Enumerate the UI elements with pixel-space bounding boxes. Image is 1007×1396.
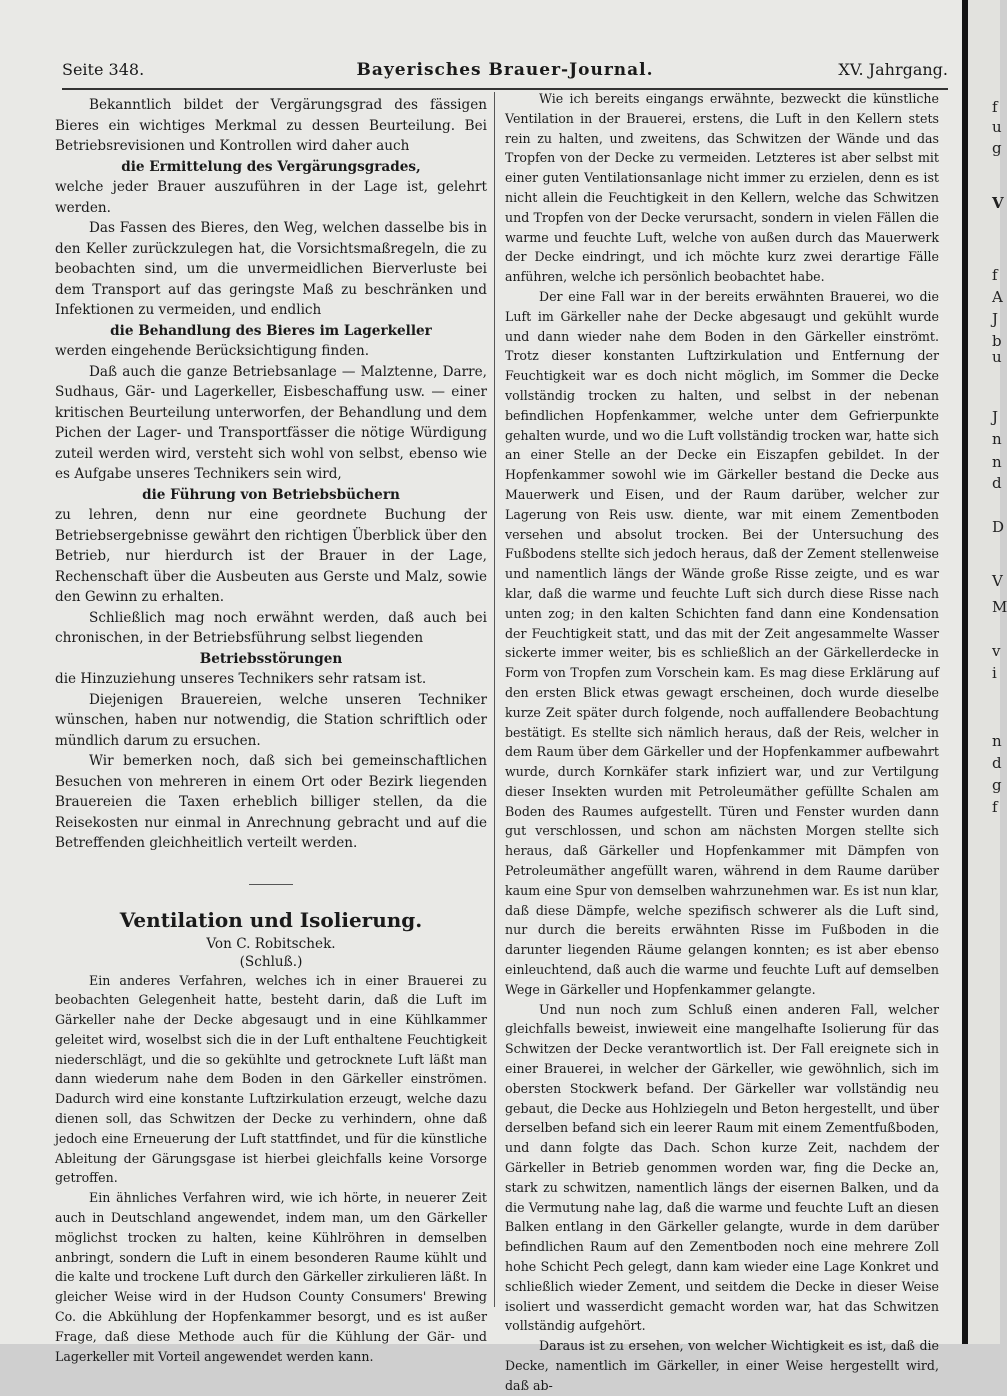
subheading: die Ermittelung des Vergärungsgrades, xyxy=(121,158,421,175)
subheading: die Behandlung des Bieres im Lagerkeller xyxy=(110,322,432,339)
page-header xyxy=(62,60,948,84)
next-page-fragment: n xyxy=(992,430,1002,448)
next-page-fragment: i xyxy=(992,664,997,682)
paragraph: Diejenigen Brauereien, welche unseren Techniker wünschen, haben nur notwendig, die Station schriftlich oder mündlich darum zu ersuchen. xyxy=(55,691,487,749)
next-page-fragment: b xyxy=(992,332,1002,350)
journal-title: Bayerisches Brauer-Journal. xyxy=(356,60,654,80)
next-page-fragment: D xyxy=(992,518,1005,536)
paragraph: Bekanntlich bildet der Vergärungsgrad des fässigen Bieres ein wichtiges Merkmal zu dessen Beurteilung. Bei Betriebsrevisionen und Kontrollen wird daher auch xyxy=(55,97,487,154)
paragraph: Wie ich bereits eingangs erwähnte, bezweckt die künstliche Ventilation in der Brauerei, erstens, die Luft in den Kellern stets rein zu halten, und zweitens, das Schwitzen der Wände und das Tropfen von der Decke zu vermeiden. Letzteres ist aber selbst mit einer guten Ventilationsanlage nicht immer zu erzielen, denn es ist nicht allein die Feuchtigkeit in den Kellern, welche das Schwitzen und Tropfen von der Decke verursacht, sondern in vielen Fällen die warme und feuchte Luft, welche von außen durch das Mauerwerk der Decke eindringt, und ich möchte kurz zwei derartige Fälle anführen, welche ich persönlich beobachtet habe. xyxy=(505,91,939,285)
subheading: Betriebsstörungen xyxy=(199,650,343,667)
page-number: Seite 348. xyxy=(62,60,145,79)
article-author: Von C. Robitschek. xyxy=(206,935,336,952)
next-page-fragment: n xyxy=(992,453,1002,471)
next-page-fragment: g xyxy=(992,776,1002,794)
next-page-fragment: V xyxy=(992,572,1003,590)
next-page-fragment: g xyxy=(992,139,1002,157)
article-title: Ventilation und Isolierung. xyxy=(119,907,423,932)
article-paragraph: Ein ähnliches Verfahren wird, wie ich hörte, in neuerer Zeit auch in Deutschland angewendet, indem man, um den Gärkeller möglichst trocken zu halten, keine Kühlröhren in demselben anbringt, sondern die Luft in einem besonderen Raume kühlt und die kalte und trockene Luft durch den Gärkeller zirkulieren läßt. In gleicher Weise wird in der Hudson County Consumers' Brewing Co. die Abkühlung der Hopfenkammer besorgt, und es ist außer Frage, daß diese Methode auch für die Kühlung der Gär- und Lagerkeller mit Vorteil angewendet werden kann. xyxy=(55,1190,487,1364)
paragraph: welche jeder Brauer auszuführen in der Lage ist, gelehrt werden. xyxy=(55,179,487,216)
volume-label: XV. Jahrgang. xyxy=(838,60,948,79)
paragraph: Daß auch die ganze Betriebsanlage — Malztenne, Darre, Sudhaus, Gär- und Lagerkeller, Eisbeschaffung usw. — einer kritischen Beurteilung unterworfen, der Behandlung und dem Pichen der Lager- und Transportfässer die nötige Würdigung zuteil werden wird, versteht sich wohl von selbst, ebenso wie es Aufgabe unseres Technikers sein wird, xyxy=(55,363,487,482)
article-note: (Schluß.) xyxy=(239,953,303,970)
next-page-fragment: n xyxy=(992,732,1002,750)
right-column xyxy=(505,89,939,1396)
paragraph: Der eine Fall war in der bereits erwähnten Brauerei, wo die Luft im Gärkeller nahe der Decke abgesaugt und gekühlt wurde und dann wieder nahe dem Boden in den Gärkeller einströmt. Trotz dieser konstanten Luftzirkulation und Entfernung der Feuchtigkeit war es doch nicht möglich, im Sommer die Decke vollständig trocken zu halten, und selbst in der nebenan befindlichen Hopfenkammer, welche unter dem Gefrierpunkte gehalten wurde, und wo die Luft vollständig trocken war, hatte sich an einer Stelle an der Decke ein Eiszapfen gebildet. In der Hopfenkammer sowohl wie im Gärkeller bestand die Decke aus Mauerwerk und Eisen, und der Raum darüber, welcher zur Lagerung von Reis usw. diente, war mit einem Zementboden versehen und absolut trocken. Bei der Untersuchung des Fußbodens stellte sich jedoch heraus, daß der Zement stellenweise und namentlich längs der Wände große Risse zeigte, und es war klar, daß die warme und feuchte Luft sich durch diese Risse nach unten zog; in den kalten Schichten fand dann eine Kondensation der Feuchtigkeit statt, und das mit der Zeit angesammelte Wasser sickerte immer weiter, bis es schließlich an der Gärkellerdecke in Form von Tropfen zum Vorschein kam. Es mag diese Erklärung auf den ersten Blick etwas gewagt erscheinen, doch wurde dieselbe kurze Zeit später durch folgende, noch auffallendere Beobachtung bestätigt. Es stellte sich nämlich heraus, daß der Reis, welcher in dem Raum über dem Gärkeller und der Hopfenkammer aufbewahrt wurde, durch Kornkäfer stark infiziert war, und zur Vertilgung dieser Insekten wurden mit Petroleumäther gefüllte Schalen am Boden des Raumes aufgestellt. Türen und Fenster wurden dann gut verschlossen, und schon am nächsten Morgen stellte sich heraus, daß Gärkeller und Hopfenkammer mit Dämpfen von Petroleumäther angefüllt waren, während in dem Raume darüber kaum eine Spur von demselben wahrzunehmen war. Es ist nun klar, daß diese Dämpfe, welche spezifisch schwerer als die Luft sind, nur durch die bereits erwähnten Risse im Fußboden in die darunter liegenden Räume gelangen konnten; es ist aber ebenso einleuchtend, daß auch die warme und feuchte Luft auf demselben Wege in Gärkeller und Hopfenkammer gelangte. xyxy=(505,288,939,997)
next-page-fragment: M xyxy=(992,598,1007,616)
paragraph: zu lehren, denn nur eine geordnete Buchung der Betriebsergebnisse gewährt den richtigen Überblick über den Betrieb, nur hierdurch ist der Brauer in der Lage, Rechenschaft über die Ausbeuten aus Gerste und Malz, sowie den Gewinn zu erhalten. xyxy=(55,507,487,605)
next-page-edge xyxy=(968,0,1007,1344)
paragraph: Das Fassen des Bieres, den Weg, welchen dasselbe bis in den Keller zurückzulegen hat, die Vorsichtsmaßregeln, die zu beobachten sind, um die unvermeidlichen Bierverluste bei dem Transport auf das geringste Maß zu beschränken und Infektionen zu vermeiden, und endlich xyxy=(55,220,487,318)
next-page-fragment: u xyxy=(992,348,1002,366)
next-page-fragment: V xyxy=(992,194,1004,212)
next-page-fragment: d xyxy=(992,474,1002,492)
next-page-fragment: u xyxy=(992,118,1002,136)
next-page-fragment: d xyxy=(992,754,1002,772)
paragraph: Daraus ist zu ersehen, von welcher Wichtigkeit es ist, daß die Decke, namentlich im Gärkeller, in einer Weise hergestellt wird, daß ab- xyxy=(505,1338,939,1393)
next-page-fragment: A xyxy=(992,288,1003,306)
paragraph: die Hinzuziehung unseres Technikers sehr ratsam ist. xyxy=(55,671,427,687)
next-page-fragment: v xyxy=(992,642,1001,660)
column-divider xyxy=(494,92,495,1307)
next-page-fragment: f xyxy=(992,266,998,284)
next-page-fragment: f xyxy=(992,798,998,816)
paragraph: Wir bemerken noch, daß sich bei gemeinschaftlichen Besuchen von mehreren in einem Ort oder Bezirk liegenden Brauereien die Taxen erheblich billiger stellen, da die Reisekosten nur einmal in Anrechnung gebracht und auf die Betreffenden gleichheitlich verteilt werden. xyxy=(55,753,487,851)
next-page-fragment: J xyxy=(992,310,999,328)
paragraph: Und nun noch zum Schluß einen anderen Fall, welcher gleichfalls beweist, inwieweit eine mangelhafte Isolierung für das Schwitzen der Decke verantwortlich ist. Der Fall ereignete sich in einer Brauerei, in welcher der Gärkeller, wie gewöhnlich, sich im obersten Stockwerk befand. Der Gärkeller war vollständig neu gebaut, die Decke aus Hohlziegeln und Beton hergestellt, und über derselben befand sich ein leerer Raum mit einem Zementfußboden, und dann folgte das Dach. Schon kurze Zeit, nachdem der Gärkeller in Betrieb genommen worden war, fing die Decke an, stark zu schwitzen, namentlich längs der eisernen Balken, und da die Vermutung nahe lag, daß die warme und feuchte Luft an diesen Balken entlang in den Gärkeller gelangte, wurde in dem darüber befindlichen Raum auf den Zementboden noch eine mehrere Zoll hohe Schicht Pech gelegt, dann kam wieder eine Lage Konkret und schließlich wieder Zement, und seitdem die Decke in dieser Weise isoliert und wasserdicht gemacht worden war, hat das Schwitzen vollständig aufgehört. xyxy=(505,1001,939,1334)
subheading: die Führung von Betriebsbüchern xyxy=(142,486,400,503)
article-paragraph: Ein anderes Verfahren, welches ich in einer Brauerei zu beobachten Gelegenheit hatte, besteht darin, daß die Luft im Gärkeller nahe der Decke abgesaugt und in eine Kühlkammer geleitet wird, woselbst sich die in der Luft enthaltene Feuchtigkeit niederschlägt, und die so gekühlte und getrocknete Luft läßt man dann wiederum nahe dem Boden in den Gärkeller einströmen. Dadurch wird eine konstante Luftzirkulation erzeugt, welche dazu dienen soll, das Schwitzen der Decke zu verhindern, ohne daß jedoch eine Erneuerung der Luft stattfindet, und für die künstliche Ableitung der Gärungsgase ist hierbei gleichfalls keine Vorsorge getroffen. xyxy=(55,972,487,1186)
left-column xyxy=(55,95,487,1366)
paragraph: Schließlich mag noch erwähnt werden, daß auch bei chronischen, in der Betriebsführung selbst liegenden xyxy=(55,609,487,646)
next-page-fragment: f xyxy=(992,98,998,116)
section-separator xyxy=(249,884,293,885)
next-page-fragment: J xyxy=(992,408,999,426)
paragraph: werden eingehende Berücksichtigung finden. xyxy=(55,343,370,359)
